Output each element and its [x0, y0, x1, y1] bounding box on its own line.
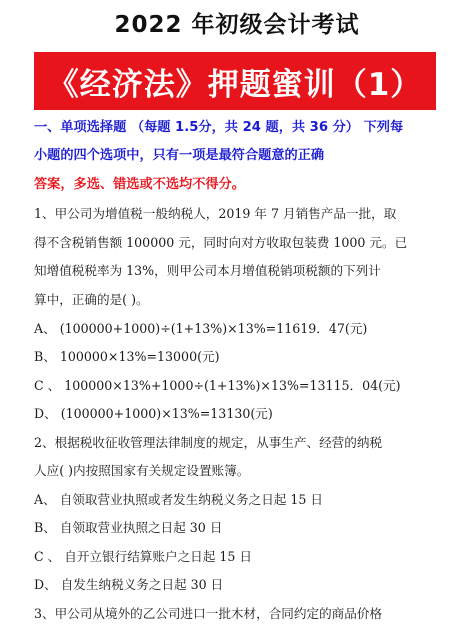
question-stem-line: 知增值税税率为 13%，则甲公司本月增值税销项税额的下列计: [34, 263, 381, 278]
answer-option: C 、 自开立银行结算账户之日起 15 日: [34, 549, 252, 564]
answer-option: A、 (100000+1000)÷(1+13%)×13%=11619．47(元): [34, 321, 368, 336]
question-stem-line: 算中，正确的是( )。: [34, 292, 149, 307]
question-stem-line: 3、甲公司从境外的乙公司进口一批木材，合同约定的商品价格: [34, 606, 383, 621]
answer-option: D、 (100000+1000)×13%=13130(元): [34, 406, 273, 421]
instruction-line: 小题的四个选项中，只有一项是最符合题意的正确: [34, 148, 325, 163]
answer-option: A、 自领取营业执照或者发生纳税义务之日起 15 日: [34, 492, 324, 507]
answer-option: B、 100000×13%=13000(元): [34, 349, 220, 364]
question-stem-line: 1、甲公司为增值税一般纳税人，2019 年 7 月销售产品一批，取: [34, 206, 397, 221]
answer-option: B、 自领取营业执照之日起 30 日: [34, 520, 223, 535]
instruction-warning: 答案，多选、错选或不选均不得分。: [34, 177, 245, 192]
instruction-line: 一、单项选择题 （每题 1.5分，共 24 题，共 36 分） 下列每: [34, 120, 404, 135]
title-banner: [34, 52, 436, 110]
banner-text: 《经济法》押题蜜训（1）: [47, 66, 423, 103]
page-title: 2022 年初级会计考试: [114, 12, 360, 38]
question-stem-line: 2、根据税收征收管理法律制度的规定，从事生产、经营的纳税: [34, 435, 383, 450]
answer-option: C 、 100000×13%+1000÷(1+13%)×13%=13115．04(元): [34, 378, 401, 393]
answer-option: D、 自发生纳税义务之日起 30 日: [34, 577, 224, 592]
question-stem-line: 得不含税销售额 100000 元，同时向对方收取包装费 1000 元。已: [34, 235, 408, 250]
question-stem-line: 人应( )内按照国家有关规定设置账簿。: [34, 463, 250, 478]
